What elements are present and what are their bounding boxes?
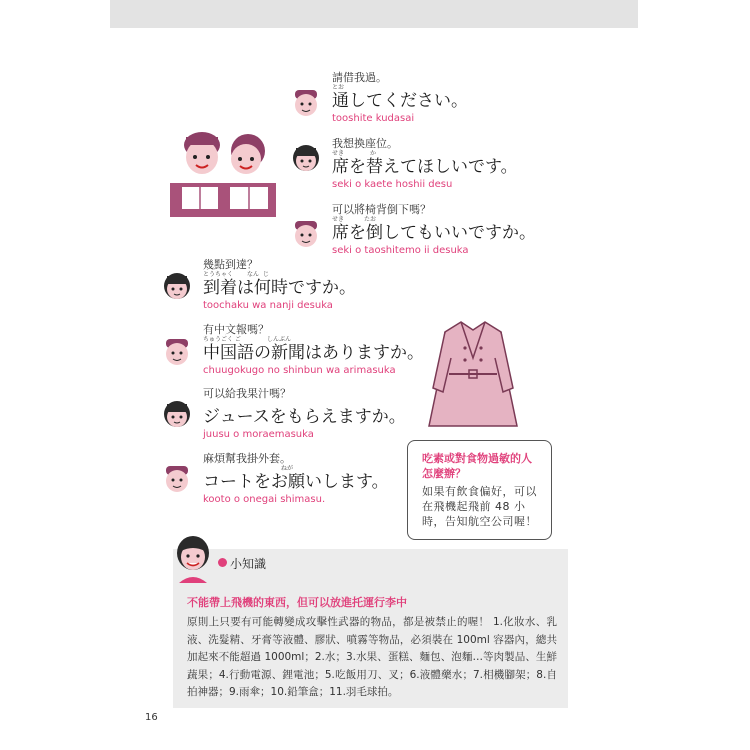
phrase-7: [203, 452, 389, 506]
phrase-japanese: ジュースをもらえますか。: [203, 407, 406, 427]
tip-box: [407, 440, 552, 540]
tip-body: 如果有飲食偏好，可以在飛機起飛前 48 小時，告知航空公司喔！: [422, 485, 537, 528]
phrase-5: [203, 323, 424, 377]
boy-face-icon: [291, 88, 321, 118]
phrase-chinese: 我想換座位。: [332, 137, 398, 150]
phrase-japanese: 席を倒してもいいですか。: [332, 223, 536, 243]
phrase-chinese: 有中文報嗎？: [203, 323, 269, 336]
phrase-japanese: コートをお願いします。: [203, 472, 389, 492]
boy-face-icon: [162, 464, 192, 494]
knowledge-heading: 不能帶上飛機的東西，但可以放進托運行李中: [187, 596, 407, 609]
bullet-dot-icon: [218, 558, 227, 567]
furigana: とお: [332, 84, 345, 91]
phrase-romaji: tooshite kudasai: [332, 113, 415, 124]
phrase-romaji: seki o taoshitemo ii desuka: [332, 245, 469, 256]
phrase-chinese: 請借我過。: [332, 71, 387, 84]
phrase-4: [203, 258, 356, 312]
furigana: ねが: [281, 465, 294, 472]
phrase-japanese: 席を替えてほしいです。: [332, 157, 518, 177]
phrase-2: [332, 137, 518, 191]
girl-face-icon: [291, 144, 321, 174]
phrase-romaji: kooto o onegai shimasu.: [203, 494, 326, 505]
phrase-1: [332, 71, 468, 125]
phrase-3: [332, 203, 536, 257]
phrase-japanese: 到着は何時ですか。: [203, 278, 356, 298]
girl-face-icon: [162, 272, 192, 302]
phrase-chinese: 幾點到達？: [203, 258, 258, 271]
phrase-6: [203, 387, 406, 441]
guide-woman-avatar: [173, 535, 213, 583]
phrase-romaji: chuugokugo no shinbun wa arimasuka: [203, 365, 396, 376]
furigana: せき か: [332, 150, 377, 157]
phrase-japanese: 通してください。: [332, 91, 468, 111]
trench-coat-illustration: [425, 318, 521, 430]
children-reading-illustration: [168, 127, 280, 219]
furigana: [203, 400, 406, 408]
top-header-bar: [110, 0, 638, 28]
girl-face-icon: [162, 400, 192, 430]
phrase-romaji: seki o kaete hoshii desu: [332, 179, 453, 190]
tip-title: 吃素或對食物過敏的人怎麼辦？: [422, 452, 532, 480]
knowledge-label: 小知識: [230, 557, 267, 571]
phrase-romaji: juusu o moraemasuka: [203, 429, 314, 440]
furigana: ちゅうごく ご しんぶん: [203, 336, 292, 343]
phrase-japanese: 中国語の新聞はありますか。: [203, 343, 424, 363]
phrase-chinese: 可以給我果汁嗎？: [203, 387, 291, 400]
boy-face-icon: [291, 219, 321, 249]
phrase-chinese: 麻煩幫我掛外套。: [203, 452, 291, 465]
furigana: せき たお: [332, 216, 377, 223]
page-number: 16: [145, 712, 158, 723]
boy-face-icon: [162, 337, 192, 367]
phrase-chinese: 可以將椅背倒下嗎？: [332, 203, 431, 216]
knowledge-body: 原則上只要有可能轉變成攻擊性武器的物品，都是被禁止的喔！ 1.化妝水、乳液、洗髮精、牙膏等液體、膠狀、噴霧等物品，必須裝在 100ml 容器內，總共加起來不能超過 1000ml；2.水；3.水果、蛋糕、麵包、泡麵…等肉製品、生鮮蔬果；4.行動電源、鋰電池；5.吃飯用刀、叉；6.液體藥水；7.相機腳架；8.自拍神器；9.雨傘；10.鉛筆盒；11.羽毛球拍。: [187, 616, 557, 698]
furigana: とうちゃく なん じ: [203, 271, 270, 278]
phrase-romaji: toochaku wa nanji desuka: [203, 300, 333, 311]
